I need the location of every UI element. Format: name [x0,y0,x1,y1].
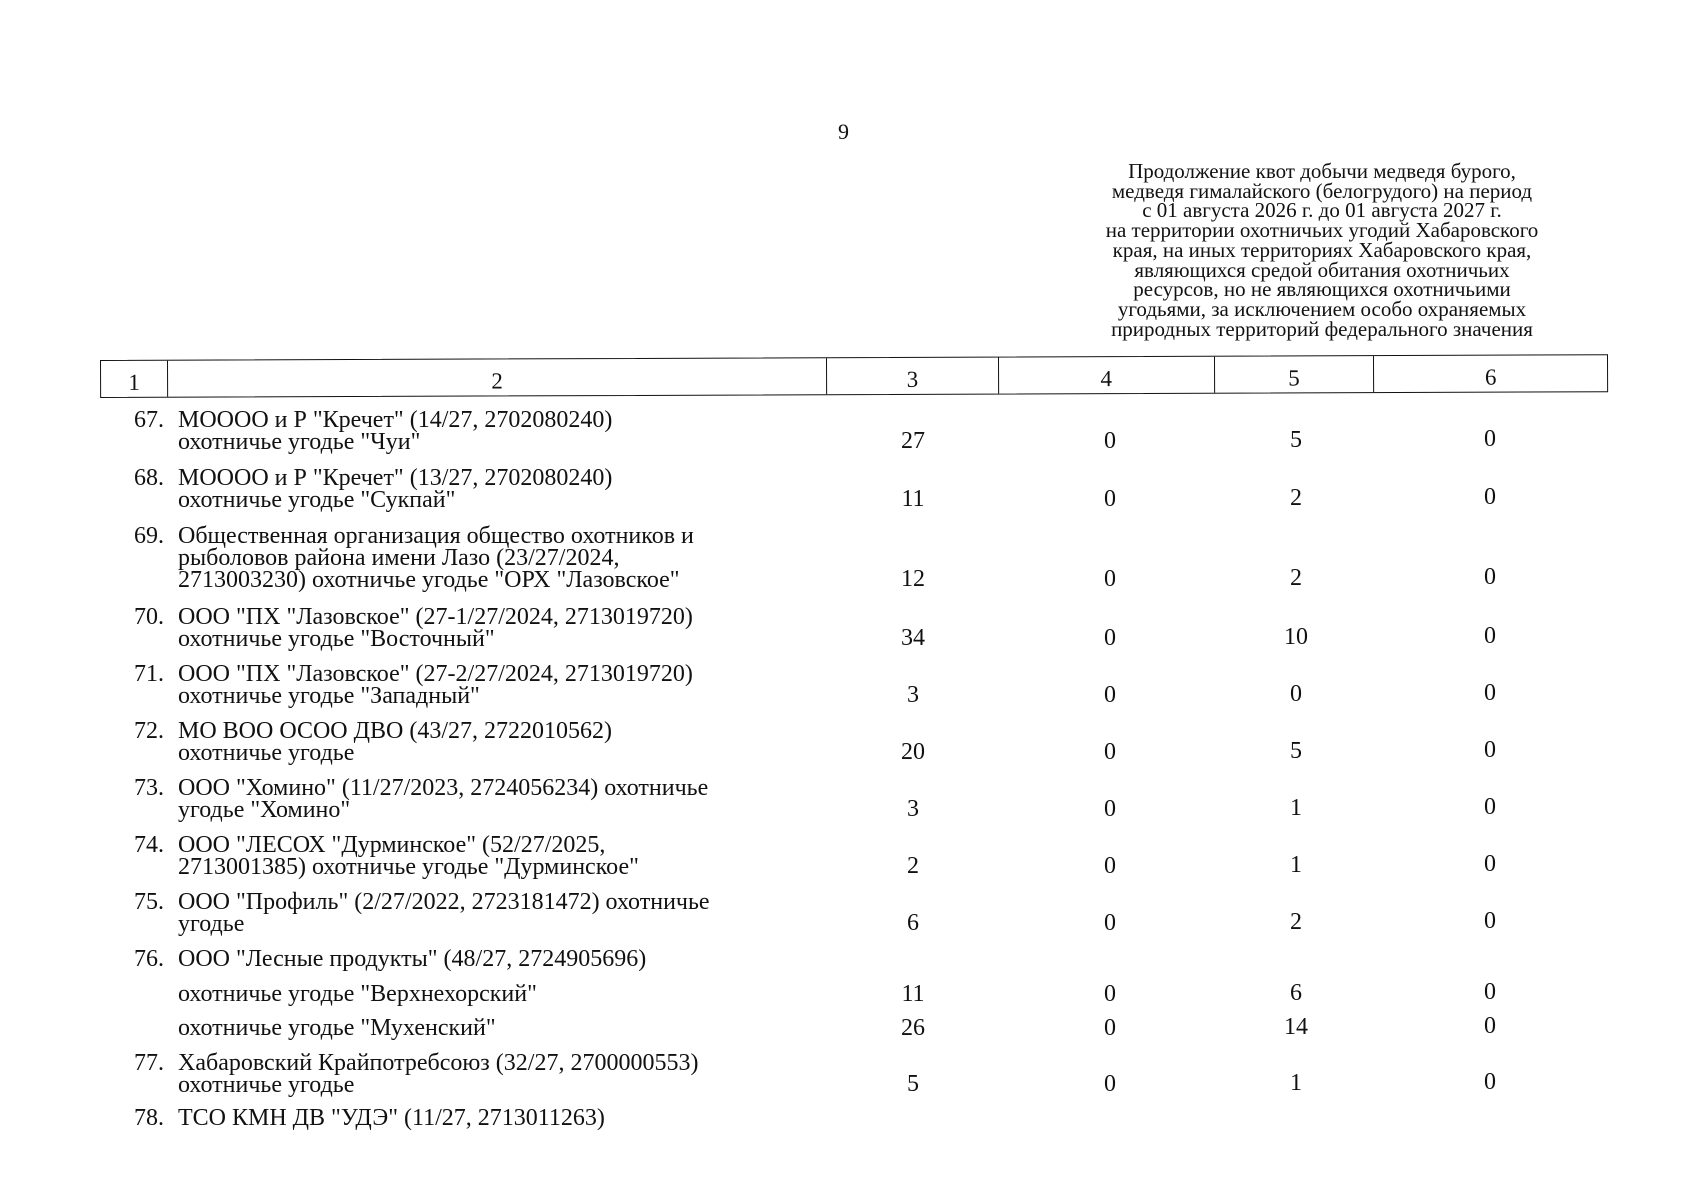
cell-col6: 0 [1484,564,1496,590]
row-name-line: рыболовов района имени Лазо (23/27/2024, [178,545,620,571]
cell-col4: 0 [1104,910,1116,936]
row-name-line: МО ВОО ОСОО ДВО (43/27, 2722010562) [178,718,613,744]
cell-col4: 0 [1104,566,1116,592]
cell-col6: 0 [1484,680,1496,706]
row-name-line: 2713003230) охотничье угодье "ОРХ "Лазовское" [178,567,680,593]
row-name-line: ООО "Хомино" (11/27/2023, 2724056234) охотничье [178,775,709,801]
cell-col5: 2 [1290,485,1302,511]
cell-col3: 26 [901,1015,925,1041]
caption-line: с 01 августа 2026 г. до 01 августа 2027 г. [1142,198,1502,223]
cell-col5: 1 [1290,795,1302,821]
header-cell-2: 2 [168,358,827,397]
row-number: 73. [134,775,164,801]
cell-col5: 1 [1290,1070,1302,1096]
cell-col5: 2 [1290,565,1302,591]
row-name [178,1107,838,1129]
table-header-row [100,354,1608,398]
row-name [178,606,838,650]
table-caption [1062,159,1582,341]
cell-col3: 12 [901,566,925,592]
row-name-line: охотничье угодье "Сукпай" [178,487,456,513]
header-cell-1: 1 [101,361,168,397]
cell-col3: 3 [907,682,919,708]
row-name-line: охотничье угодье "Верхнехорский" [178,981,537,1007]
cell-col3: 11 [901,486,925,512]
row-name-line: охотничье угодье "Восточный" [178,626,495,652]
cell-col3: 11 [901,981,925,1007]
row-name [178,983,838,1005]
row-name [178,409,838,453]
header-cell-5: 5 [1215,356,1375,393]
cell-col3: 34 [901,625,925,651]
header-cell-4: 4 [999,357,1215,394]
row-number: 76. [134,946,164,972]
cell-col4: 0 [1104,1071,1116,1097]
row-name-line: МОООО и Р "Кречет" (14/27, 2702080240) [178,407,613,433]
cell-col6: 0 [1484,1069,1496,1095]
row-number: 72. [134,718,164,744]
row-number: 77. [134,1050,164,1076]
cell-col6: 0 [1484,794,1496,820]
row-name-line: МОООО и Р "Кречет" (13/27, 2702080240) [178,465,613,491]
cell-col5: 1 [1290,852,1302,878]
cell-col4: 0 [1104,1015,1116,1041]
cell-col5: 10 [1284,624,1308,650]
cell-col6: 0 [1484,908,1496,934]
row-name-line: охотничье угодье "Чуи" [178,429,421,455]
cell-col6: 0 [1484,1013,1496,1039]
row-number: 67. [134,407,164,433]
row-number: 71. [134,661,164,687]
row-name-line: угодье [178,911,245,937]
caption-line: природных территорий федерального значения [1111,316,1533,341]
cell-col4: 0 [1104,682,1116,708]
caption-line: на территории охотничьих угодий Хабаровского [1105,218,1539,243]
row-name [178,720,838,764]
caption-line: угодьями, за исключением особо охраняемых [1117,296,1527,321]
row-name-line: ТСО КМН ДВ "УДЭ" (11/27, 2713011263) [178,1105,605,1131]
row-number: 70. [134,604,164,630]
cell-col4: 0 [1104,428,1116,454]
row-name-line: ООО "Лесные продукты" (48/27, 2724905696) [178,946,647,972]
row-number: 69. [134,523,164,549]
row-name [178,467,838,511]
row-name [178,1017,838,1039]
cell-col6: 0 [1484,851,1496,877]
row-name-line: ООО "Профиль" (2/27/2022, 2723181472) охотничье [178,889,710,915]
cell-col4: 0 [1104,981,1116,1007]
cell-col6: 0 [1484,426,1496,452]
cell-col3: 5 [907,1071,919,1097]
row-name-line: охотничье угодье [178,740,355,766]
cell-col6: 0 [1484,979,1496,1005]
row-name-line: охотничье угодье [178,1072,355,1098]
caption-line: являющихся средой обитания охотничьих [1134,257,1510,282]
cell-col3: 27 [901,428,925,454]
cell-col5: 5 [1290,738,1302,764]
cell-col6: 0 [1484,623,1496,649]
row-name-line: 2713001385) охотничье угодье "Дурминское" [178,854,639,880]
row-name [178,663,838,707]
row-number: 75. [134,889,164,915]
cell-col4: 0 [1104,853,1116,879]
cell-col3: 3 [907,796,919,822]
row-name-line: ООО "ПХ "Лазовское" (27-2/27/2024, 2713019720) [178,661,693,687]
row-name [178,777,838,821]
caption-line: Продолжение квот добычи медведя бурого, [1128,159,1516,183]
row-name-line: охотничье угодье "Западный" [178,683,480,709]
cell-col5: 5 [1290,427,1302,453]
cell-col3: 20 [901,739,925,765]
cell-col4: 0 [1104,486,1116,512]
caption-line: ресурсов, но не являющихся охотничьими [1133,277,1511,302]
cell-col4: 0 [1104,625,1116,651]
header-cell-6: 6 [1484,364,1497,390]
cell-col5: 2 [1290,909,1302,935]
row-number: 78. [134,1105,164,1131]
row-name-line: Общественная организация общество охотников и [178,523,694,549]
row-name-line: ООО "ЛЕСОХ "Дурминское" (52/27/2025, [178,832,606,858]
row-number: 68. [134,465,164,491]
row-name-line: охотничье угодье "Мухенский" [178,1015,496,1041]
cell-col5: 6 [1290,980,1302,1006]
cell-col3: 2 [907,853,919,879]
cell-col3: 6 [907,910,919,936]
caption-line: медведя гималайского (белогрудого) на период [1111,178,1533,203]
cell-col4: 0 [1104,796,1116,822]
cell-col5: 14 [1284,1014,1308,1040]
row-name-line: ООО "ПХ "Лазовское" (27-1/27/2024, 2713019720) [178,604,693,630]
row-name-line: Хабаровский Крайпотребсоюз (32/27, 2700000553) [178,1050,699,1076]
row-name [178,948,838,970]
cell-col4: 0 [1104,739,1116,765]
page-number: 9 [838,119,849,144]
row-name [178,834,838,878]
row-name [178,891,838,935]
cell-col5: 0 [1290,681,1302,707]
row-number: 74. [134,832,164,858]
row-name [178,525,838,591]
cell-col6: 0 [1484,737,1496,763]
cell-col6: 0 [1484,484,1496,510]
row-name-line: угодье "Хомино" [178,797,351,823]
row-name [178,1052,838,1096]
header-cell-3: 3 [827,358,999,395]
caption-line: края, на иных территориях Хабаровского края, [1112,237,1532,262]
